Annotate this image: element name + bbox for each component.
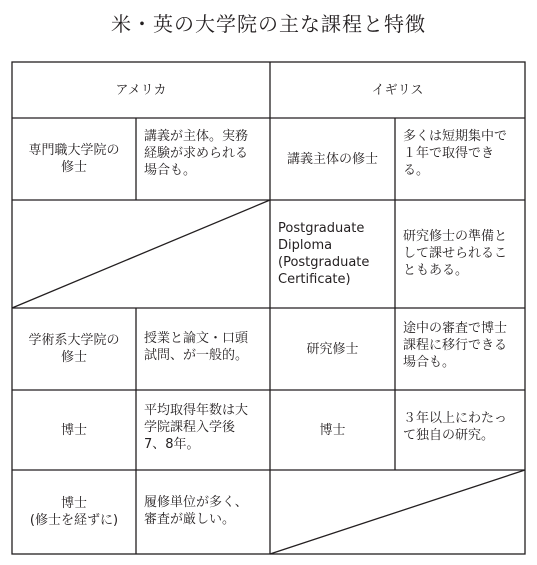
header-uk: イギリス xyxy=(371,82,424,98)
us-course-direct-doctorate: 博士 (修士を経ずに) xyxy=(29,496,119,528)
us-course-academic-master: 学術系大学院の 修士 xyxy=(28,333,120,365)
uk-course-doctorate: 博士 xyxy=(319,422,346,438)
us-feature-doctorate: 平均取得年数は大 学院課程入学後 7、8年。 xyxy=(144,403,249,452)
header-america: アメリカ xyxy=(115,82,167,98)
uk-feature-research-master: 途中の審査で博士 課程に移行できる 場合も。 xyxy=(403,321,508,370)
empty-cell-diagonal-us xyxy=(12,200,270,308)
uk-feature-postgraduate-diploma: 研究修士の準備と して課せられるこ ともある。 xyxy=(403,229,508,278)
page-title: 米・英の大学院の主な課程と特徴 xyxy=(111,12,426,36)
us-feature-direct-doctorate: 履修単位が多く、 審査が厳しい。 xyxy=(144,495,248,527)
us-course-doctorate: 博士 xyxy=(60,422,87,438)
uk-feature-taught-master: 多くは短期集中で １年で取得でき る。 xyxy=(403,129,508,178)
uk-feature-doctorate: ３年以上にわたっ て独自の研究。 xyxy=(403,411,508,443)
us-feature-academic-master: 授業と論文・口頭 試問、が一般的。 xyxy=(144,331,249,363)
uk-course-research-master: 研究修士 xyxy=(306,341,359,357)
uk-course-postgraduate-diploma: Postgraduate Diploma (Postgraduate Certificate) xyxy=(278,221,370,287)
empty-cell-diagonal-uk xyxy=(270,470,525,554)
us-feature-professional-master: 講義が主体。実務 経験が求められる 場合も。 xyxy=(144,129,249,178)
us-course-professional-master: 専門職大学院の 修士 xyxy=(28,143,120,175)
uk-course-taught-master: 講義主体の修士 xyxy=(286,151,378,167)
